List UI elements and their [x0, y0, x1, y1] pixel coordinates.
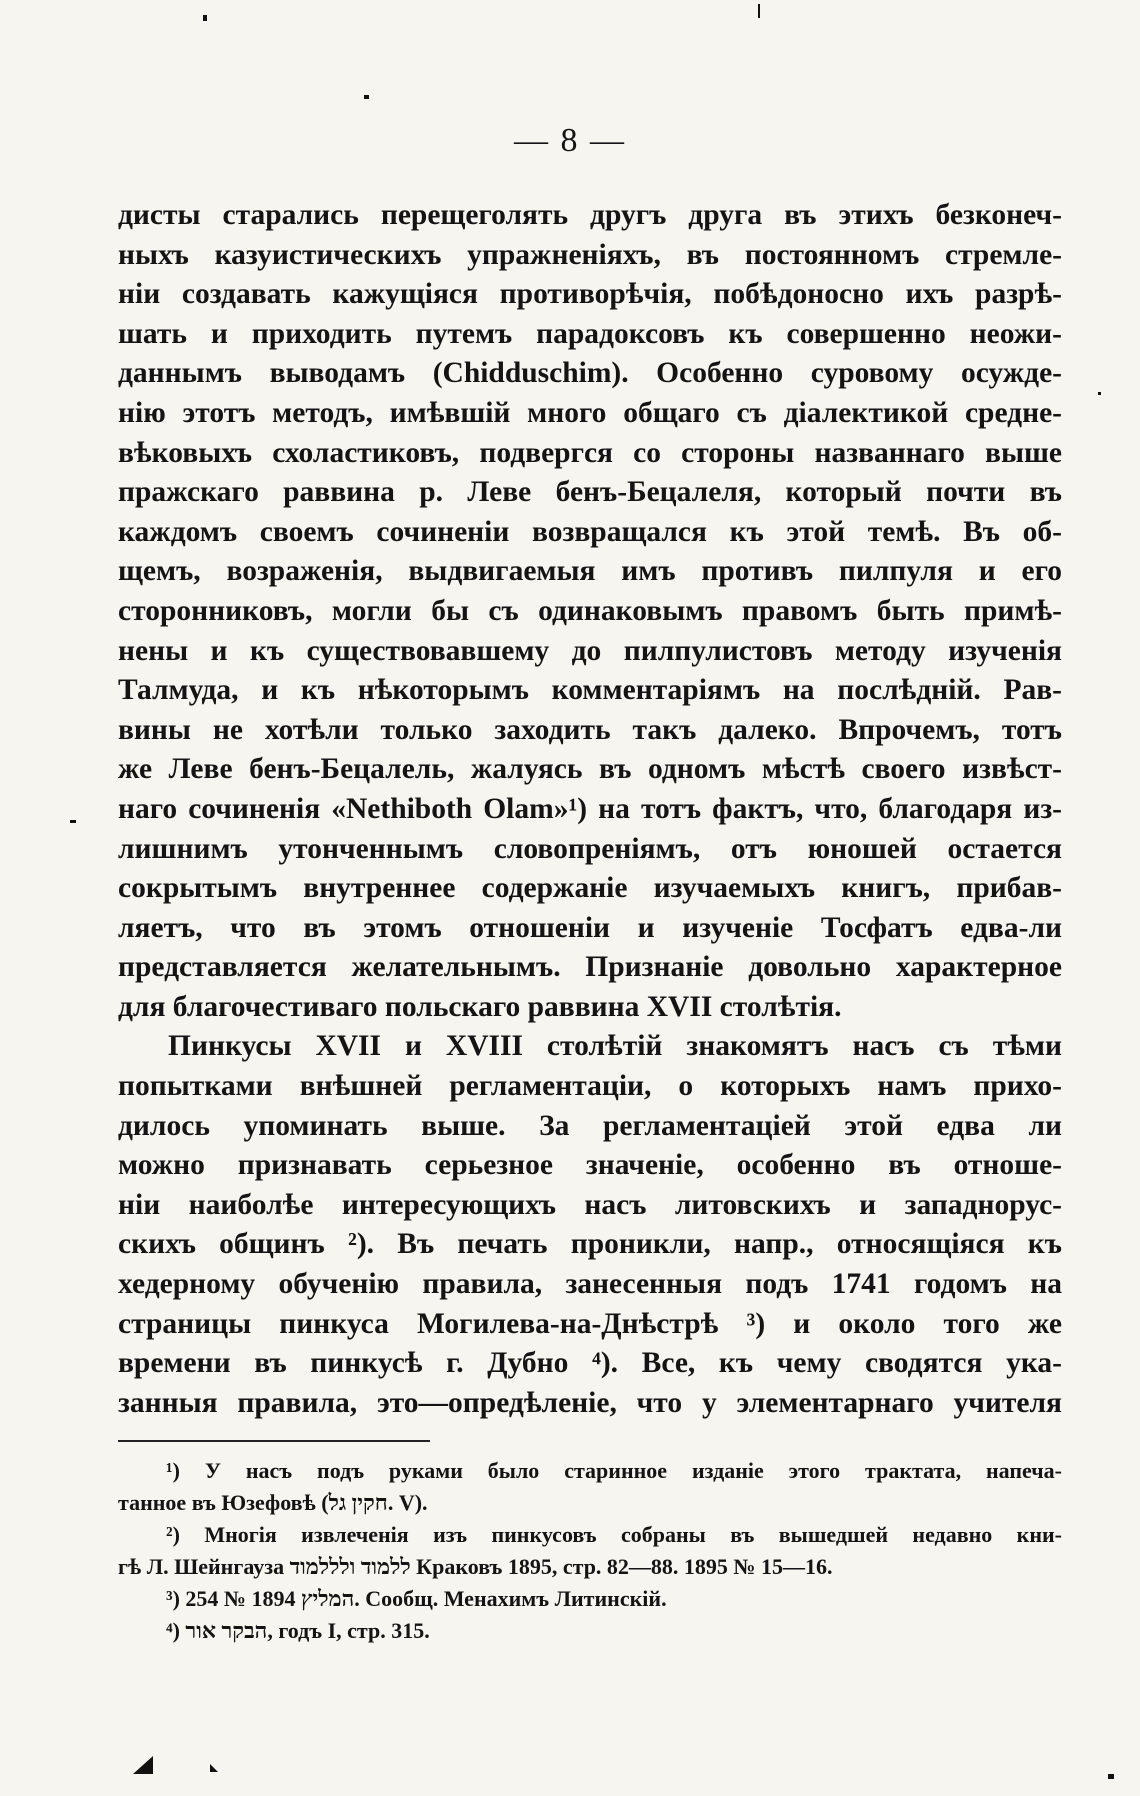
footnote-line: ⁴) הבקר אור, годъ I, стр. 315. — [166, 1618, 430, 1643]
text-line: сокрытымъ внутреннее содержаніе изучаемыхъ книгъ, прибав- — [118, 872, 1062, 905]
footnote-line: ²) Многія извлеченія изъ пинкусовъ собраны въ вышедшей недавно кни- — [166, 1522, 1062, 1547]
footnote-line: ³) המליץ 1894 № 254. Сообщ. Менахимъ Литинскій. — [166, 1586, 667, 1611]
text-line: лишнимъ утонченнымъ словопреніямъ, отъ юношей остается — [118, 832, 1062, 865]
text-line: щемъ, возраженія, выдвигаемыя имъ противъ пилпуля и его — [118, 555, 1062, 588]
scan-speck — [70, 820, 76, 823]
text-line: для благочестиваго польскаго раввина XVII столѣтія. — [118, 990, 842, 1023]
text-line: представляется желательнымъ. Признаніе довольно характерное — [118, 951, 1062, 984]
text-line: пражскаго раввина р. Леве бенъ-Бецалеля, который почти въ — [118, 476, 1062, 509]
text-line: нены и къ существовавшему до пилпулистовъ методу изученія — [118, 634, 1062, 667]
text-line: шать и приходить путемъ парадоксовъ къ совершенно неожи- — [118, 317, 1062, 350]
footnote-divider — [118, 1440, 430, 1442]
text-line: попытками внѣшней регламентаціи, о которыхъ намъ прихо- — [118, 1070, 1062, 1103]
text-line: дилось упоминать выше. За регламентаціей этой едва ли — [118, 1109, 1062, 1142]
text-line: вины не хотѣли только заходить такъ далеко. Впрочемъ, тотъ — [118, 713, 1062, 746]
scan-speck — [1098, 392, 1101, 395]
text-line: ныхъ казуистическихъ упражненіяхъ, въ постоянномъ стремле- — [118, 238, 1062, 271]
text-line: ніи создавать кажущіяся противорѣчія, побѣдоносно ихъ разрѣ- — [118, 278, 1062, 311]
scan-speck — [758, 4, 760, 18]
scan-speck — [210, 1764, 218, 1772]
footnote-line: танное въ Юзефовѣ (חקין גל. V). — [118, 1490, 428, 1515]
text-line: же Леве бенъ-Бецалель, жалуясь въ одномъ мѣстѣ своего извѣст- — [118, 753, 1062, 786]
text-line: ляетъ, что въ этомъ отношеніи и изученіе Тосфатъ едва-ли — [118, 911, 1062, 944]
text-line: занныя правила, это—опредѣленіе, что у элементарнаго учителя — [118, 1386, 1062, 1419]
scan-speck — [1108, 1774, 1114, 1779]
footnote-line: ¹) У насъ подъ руками было старинное изданіе этого трактата, напеча- — [166, 1458, 1062, 1483]
text-line: наго сочиненія «Nethiboth Olam»¹) на тотъ фактъ, что, благодаря из- — [118, 792, 1062, 825]
text-line: времени въ пинкусѣ г. Дубно ⁴). Все, къ чему сводятся ука- — [118, 1347, 1062, 1380]
text-line: ніи наиболѣе интересующихъ насъ литовскихъ и западнорус- — [118, 1188, 1062, 1221]
scan-speck — [203, 15, 207, 21]
text-line: можно признавать серьезное значеніе, особенно въ отноше- — [118, 1149, 1062, 1182]
main-text — [118, 196, 1062, 1423]
text-line: хедерному обученію правила, занесенныя подъ 1741 годомъ на — [118, 1268, 1062, 1301]
scan-speck — [364, 95, 369, 99]
text-line: Талмуда, и къ нѣкоторымъ комментаріямъ на послѣдній. Рав- — [118, 674, 1062, 707]
text-line: сторонниковъ, могли бы съ одинаковымъ правомъ быть примѣ- — [118, 594, 1062, 627]
scan-blot — [133, 1756, 153, 1774]
footnote-line: гѣ Л. Шейнгауза ללמוד ולללמוד Краковъ 1895, стр. 82—88. 1895 № 15—16. — [118, 1554, 833, 1579]
text-line: каждомъ своемъ сочиненіи возвращался къ этой темѣ. Въ об- — [118, 515, 1062, 548]
text-line: скихъ общинъ ²). Въ печать проникли, напр., относящіяся къ — [118, 1228, 1062, 1261]
footnotes — [118, 1455, 1062, 1647]
text-line: даннымъ выводамъ (Chidduschim). Особенно суровому осужде- — [118, 357, 1062, 390]
text-line: дисты старались перещеголять другъ друга въ этихъ безконеч- — [118, 199, 1062, 231]
text-line: страницы пинкуса Могилева-на-Днѣстрѣ ³) и около того же — [118, 1307, 1062, 1340]
text-line: нію этотъ методъ, имѣвшій много общаго съ діалектикой средне- — [118, 396, 1062, 429]
text-line: Пинкусы XVII и XVIII столѣтій знакомятъ насъ съ тѣми — [168, 1030, 1062, 1063]
text-line: вѣковыхъ схоластиковъ, подвергся со стороны названнаго выше — [118, 436, 1062, 469]
page-number: — 8 — — [514, 122, 626, 159]
